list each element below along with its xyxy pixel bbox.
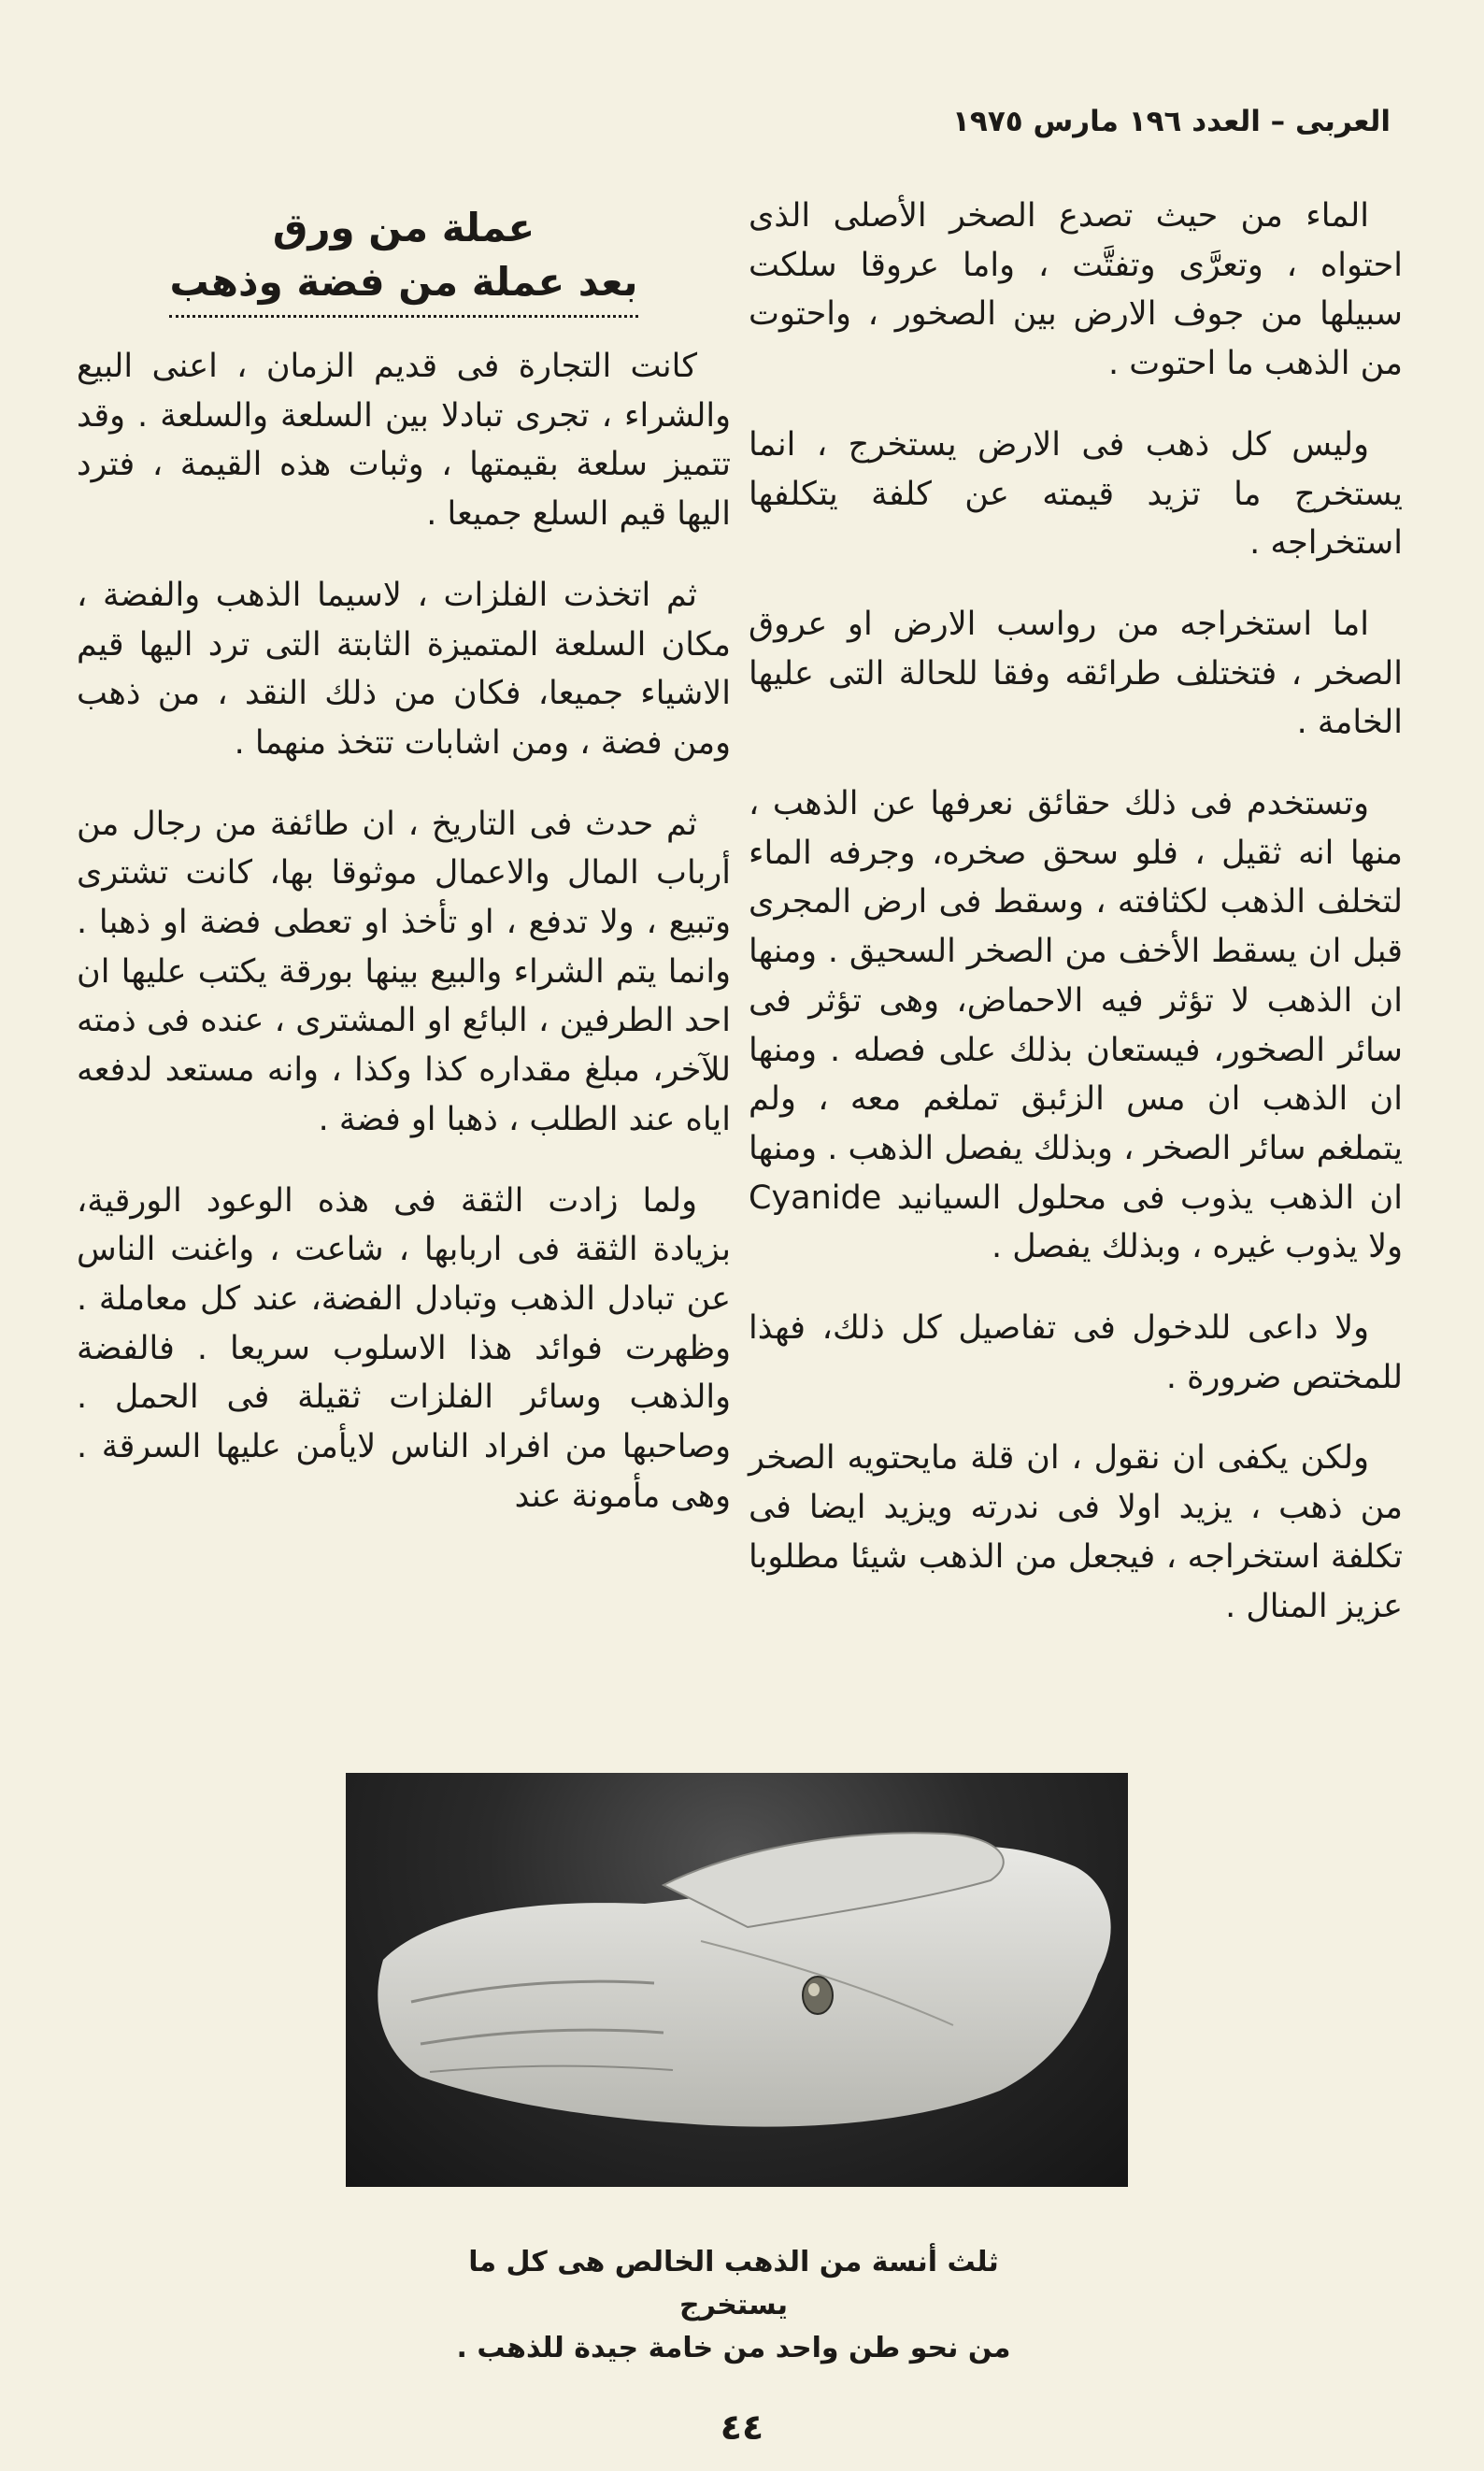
paragraph: ولكن يكفى ان نقول ، ان قلة مايحتويه الصخر من ذهب ، يزيد اولا فى ندرته ويزيد ايضا فى تكلفة استخراجه ، فيجعل من الذهب شيئا مطلوبا عزيز المنال . <box>749 1439 1403 1625</box>
paragraph: ثم اتخذت الفلزات ، لاسيما الذهب والفضة ، مكان السلعة المتميزة الثابتة التى ترد اليها قيم الاشياء جميعا، فكان من ذلك النقد ، من ذهب ومن فضة ، ومن اشابات تتخذ منهما . <box>77 576 731 762</box>
caption-line-1: ثلث أنسة من الذهب الخالص هى كل ما يستخرج <box>468 2246 999 2321</box>
left-column <box>77 201 731 1552</box>
paragraph: اما استخراجه من رواسب الارض او عروق الصخر ، فتختلف طرائقه وفقا للحالة التى عليها الخامة . <box>749 605 1403 742</box>
page-number: ٤٤ <box>720 2407 764 2448</box>
heading-line-1: عملة من ورق <box>272 205 535 250</box>
photo-caption <box>439 2241 1028 2370</box>
heading-line-2: بعد عملة من فضة وذهب <box>169 255 637 318</box>
paragraph: وتستخدم فى ذلك حقائق نعرفها عن الذهب ، منها انه ثقيل ، فلو سحق صخره، وجرفه الماء لتخلف الذهب لكثافته ، وسقط فى ارض المجرى قبل ان يسقط الأخف من الصخر السحيق . ومنها ان الذهب لا تؤثر فيه الاحماض، وهى تؤثر فى سائر الصخور، فيستعان بذلك على فصله . ومنها ان الذهب ان مس الزئبق تملغم معه ، ولم يتملغم سائر الصخر ، وبذلك يفصل الذهب . ومنها ان الذهب يذوب فى محلول السيانيد Cyanide ولا يذوب غيره ، وبذلك يفصل . <box>749 785 1403 1266</box>
hand-icon <box>346 1773 1128 2187</box>
running-header: العربى – العدد ١٩٦ مارس ١٩٧٥ <box>951 105 1391 138</box>
section-heading <box>77 201 731 318</box>
paragraph: ثم حدث فى التاريخ ، ان طائفة من رجال من أرباب المال والاعمال موثوقا بها، كانت تشترى وتبيع ، ولا تدفع ، او تأخذ او تعطى فضة او ذهبا . وانما يتم الشراء والبيع بينها بورقة يكتب عليها ان احد الطرفين ، البائع او المشترى ، عنده فى ذمته للآخر، مبلغ مقداره كذا وكذا ، وانه مستعد لدفعه اياه عند الطلب ، ذهبا او فضة . <box>77 805 731 1138</box>
paragraph: الماء من حيث تصدع الصخر الأصلى الذى احتواه ، وتعرَّى وتفتَّت ، واما عروقا سلكت سبيلها من جوف الارض بين الصخور ، واحتوت من الذهب ما احتوت . <box>749 197 1403 383</box>
right-column <box>749 192 1403 1663</box>
paragraph: ولما زادت الثقة فى هذه الوعود الورقية، بزيادة الثقة فى اربابها ، شاعت ، واغنت الناس عن تبادل الذهب وتبادل الفضة، عند كل معاملة . وظهرت فوائد هذا الاسلوب سريعا . فالفضة والذهب وسائر الفلزات ثقيلة فى الحمل . وصاحبها من افراد الناس لايأمن عليها السرقة . وهى مأمونة عند <box>77 1181 731 1515</box>
paragraph: كانت التجارة فى قديم الزمان ، اعنى البيع والشراء ، تجرى تبادلا بين السلعة والسلعة . وقد تتميز سلعة بقيمتها ، وثبات هذه القيمة ، فترد اليها قيم السلع جميعا . <box>77 348 731 534</box>
hand-with-gold-photo <box>346 1773 1128 2187</box>
paragraph: وليس كل ذهب فى الارض يستخرج ، انما يستخرج ما تزيد قيمته عن كلفة يتكلفها استخراجه . <box>749 425 1403 563</box>
paragraph: ولا داعى للدخول فى تفاصيل كل ذلك، فهذا للمختص ضرورة . <box>749 1309 1403 1396</box>
caption-line-2: من نحو طن واحد من خامة جيدة للذهب . <box>456 2332 1011 2364</box>
